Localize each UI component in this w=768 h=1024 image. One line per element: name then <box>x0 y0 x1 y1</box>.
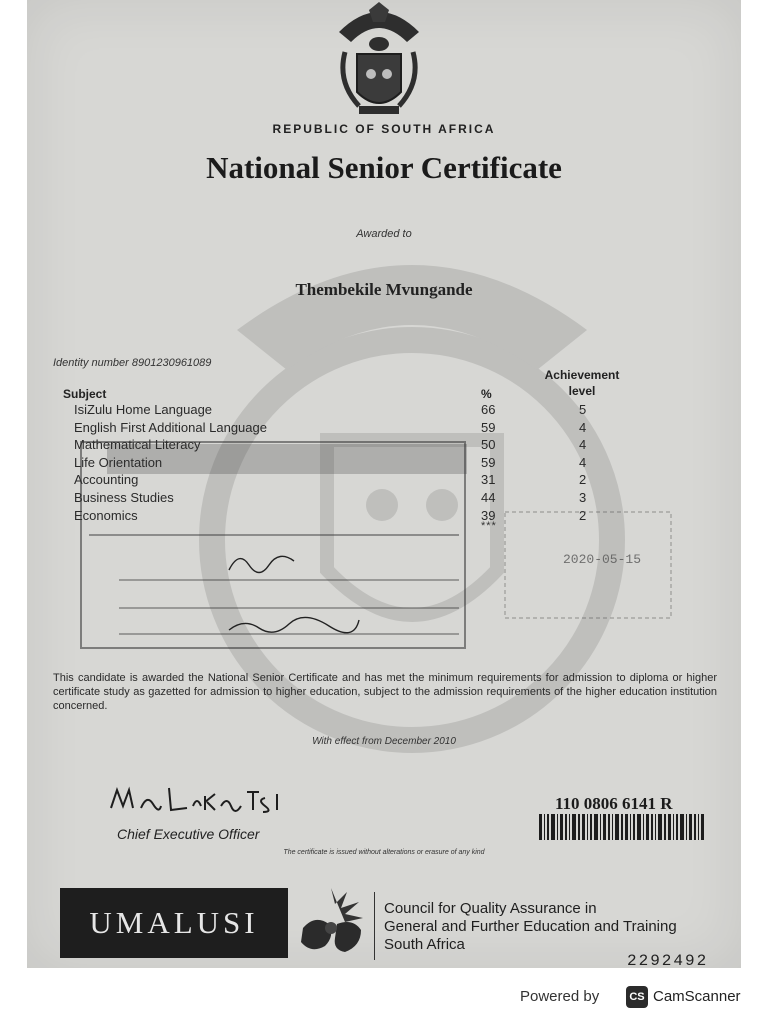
council-line-2: General and Further Education and Training <box>384 918 677 935</box>
logo-divider <box>374 892 375 960</box>
certificate-title: National Senior Certificate <box>206 150 562 185</box>
certificate-number: 110 0806 6141 R <box>555 794 673 813</box>
recipient-name: Thembekile Mvungande <box>295 280 473 299</box>
signatory-title: Chief Executive Officer <box>117 826 260 842</box>
ceo-signature <box>107 782 287 816</box>
subject-cell: Accounting <box>74 472 139 488</box>
stamp-date: 2020-05-15 <box>563 552 642 567</box>
percent-cell: 39 <box>481 507 496 523</box>
country-heading: REPUBLIC OF SOUTH AFRICA <box>272 122 496 136</box>
umalusi-logo-text: UMALUSI <box>89 905 259 940</box>
level-cell: 4 <box>579 419 587 435</box>
effective-date: With effect from December 2010 <box>312 736 456 747</box>
subject-cell: Life Orientation <box>74 454 163 470</box>
barcode <box>539 814 704 840</box>
achievement-header <box>532 367 632 399</box>
council-line-1: Council for Quality Assurance in <box>384 900 597 917</box>
coat-of-arms-icon <box>329 2 429 120</box>
subject-cell: Mathematical Literacy <box>74 437 201 453</box>
percent-cell: 59 <box>481 419 496 435</box>
achievement-header-line1: Achievement <box>544 368 620 382</box>
council-line-3: South Africa <box>384 936 465 953</box>
level-cell: 4 <box>579 437 587 453</box>
table-end-marker: *** <box>481 520 497 532</box>
awarded-to-label: Awarded to <box>356 228 412 240</box>
table-row <box>27 420 741 438</box>
certification-stamp <box>79 440 467 650</box>
serial-number: 2292492 <box>627 952 709 968</box>
scanned-certificate <box>27 0 741 968</box>
percent-cell: 31 <box>481 472 496 488</box>
umalusi-emblem-icon <box>295 884 367 960</box>
subject-cell: Business Studies <box>74 489 174 505</box>
fine-print: The certificate is issued without alterations or erasure of any kind <box>283 849 485 856</box>
subject-cell: English First Additional Language <box>74 419 267 435</box>
subject-cell: IsiZulu Home Language <box>74 402 213 417</box>
level-cell: 2 <box>579 507 587 523</box>
level-cell: 4 <box>579 454 587 470</box>
percent-cell: 50 <box>481 437 496 453</box>
powered-by-label: Powered by <box>520 988 600 1005</box>
achievement-header-line2: level <box>568 384 596 398</box>
percent-cell: 59 <box>481 454 496 470</box>
percent-header: % <box>481 387 492 401</box>
level-cell: 2 <box>579 472 587 488</box>
percent-cell: 44 <box>481 489 496 505</box>
umalusi-logo <box>60 888 288 958</box>
subject-cell: Economics <box>74 507 138 523</box>
percent-cell: 66 <box>481 402 496 417</box>
council-description <box>384 900 677 954</box>
subject-header: Subject <box>63 387 107 401</box>
table-row <box>27 402 741 420</box>
camscanner-name: CamScanner <box>653 988 741 1005</box>
identity-number: Identity number 8901230961089 <box>53 357 212 369</box>
level-cell: 3 <box>579 489 587 505</box>
award-statement: This candidate is awarded the National Senior Certificate and has met the minimum requirements for admission to diploma or higher certificate study as gazetted for admission to higher education, subject to the admission requirements of the higher education institution concerned. <box>53 672 717 712</box>
level-cell: 5 <box>579 402 587 417</box>
camscanner-logo-icon: CS <box>626 986 648 1008</box>
